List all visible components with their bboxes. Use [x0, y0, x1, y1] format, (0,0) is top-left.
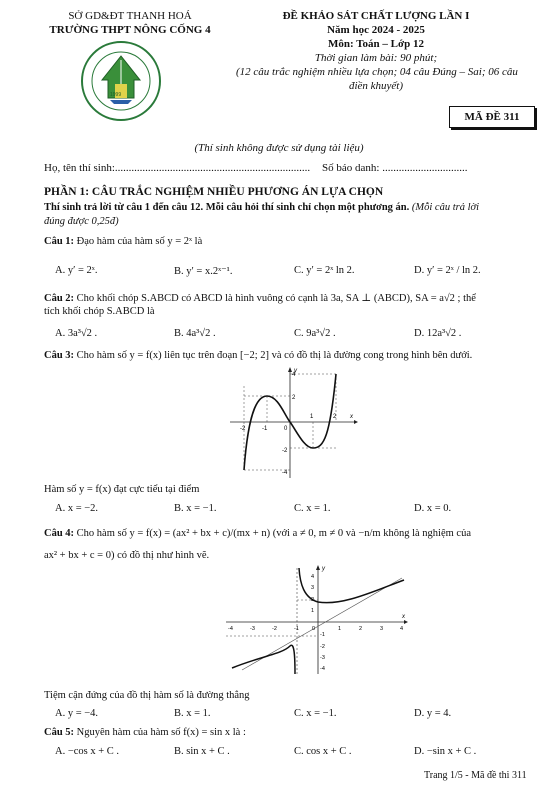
school-year: Năm học 2024 - 2025 [327, 24, 425, 36]
question-label: Câu 4: [44, 528, 75, 539]
x-tick: -2 [272, 626, 277, 632]
y-tick: 1 [311, 608, 315, 614]
question-text: Cho hàm số y = f(x) = (ax² + bx + c)/(mx + n) (với a ≠ 0, m ≠ 0 và −n/m không là nghiệm của [76, 528, 471, 539]
question-4-option-a[interactable]: A. y = −4. [55, 708, 99, 719]
question-1-option-a[interactable]: A. y′ = 2ˣ. [55, 265, 98, 276]
x-tick: 0 [312, 626, 316, 632]
x-tick: 2 [333, 414, 337, 420]
y-tick: 4 [311, 574, 315, 580]
part1-title: PHẦN 1: CÂU TRẮC NGHIỆM NHIỀU PHƯƠNG ÁN LỰA CHỌN [44, 186, 384, 198]
question-4-text-line-2: ax² + bx + c = 0) có đồ thị như hình vẽ. [44, 550, 210, 561]
subject: Môn: Toán – Lớp 12 [328, 38, 424, 50]
question-label: Câu 1: [44, 236, 75, 247]
x-axis-label: x [350, 414, 353, 420]
x-tick: 0 [284, 426, 288, 432]
question-3-prompt: Hàm số y = f(x) đạt cực tiểu tại điểm [44, 484, 200, 495]
y-tick: -4 [282, 470, 288, 476]
y-tick: 2 [292, 395, 296, 401]
exam-structure-line-2: điền khuyết) [348, 80, 404, 92]
question-3-option-b[interactable]: B. x = −1. [174, 503, 217, 514]
x-tick: 1 [310, 414, 314, 420]
question-label: Câu 5: [44, 727, 75, 738]
x-tick: 2 [359, 626, 363, 632]
x-tick: -1 [262, 426, 268, 432]
x-tick: 4 [400, 626, 404, 632]
exam-title: ĐỀ KHẢO SÁT CHẤT LƯỢNG LẦN I [282, 10, 470, 22]
question-2-text-line-2: tích khối chóp S.ABCD là [44, 306, 155, 317]
question-1 [44, 236, 202, 247]
exam-time: Thời gian làm bài: 90 phút; [314, 52, 438, 64]
question-3-option-a[interactable]: A. x = −2. [55, 503, 99, 514]
notice: (Thí sinh không được sử dụng tài liệu) [194, 142, 364, 154]
y-tick: 4 [292, 372, 296, 378]
question-4-prompt: Tiệm cận đứng của đồ thị hàm số là đường thẳng [44, 690, 250, 701]
department-name: SỞ GD&ĐT THANH HOÁ [68, 10, 192, 22]
question-text: Đạo hàm của hàm số y = 2ˣ là [76, 236, 203, 247]
question-4-option-c[interactable]: C. x = −1. [294, 708, 337, 719]
question-text: Cho hàm số y = f(x) liên tục trên đoạn [−2; 2] và có đồ thị là đường cong trong hình bên dưới. [76, 350, 473, 361]
question-2-option-a[interactable]: A. 3a³√2 . [55, 328, 98, 339]
question-2-option-b[interactable]: B. 4a³√2 . [174, 328, 216, 339]
question-3-option-d[interactable]: D. x = 0. [414, 503, 452, 514]
y-tick: -4 [320, 666, 325, 672]
page-footer: Trang 1/5 - Mã đề thi 311 [424, 770, 527, 781]
school-name: TRƯỜNG THPT NÔNG CỐNG 4 [49, 24, 211, 36]
logo-year: 1999 [110, 92, 122, 98]
question-4-option-d[interactable]: D. y = 4. [414, 708, 452, 719]
question-text: Nguyên hàm của hàm số f(x) = sin x là : [76, 727, 246, 738]
question-text: Cho khối chóp S.ABCD có ABCD là hình vuông có cạnh là 3a, SA ⊥ (ABCD), SA = a√2 ; thể [76, 293, 476, 304]
part1-instruction-bold: Thí sinh trả lời từ câu 1 đến câu 12. Mỗi câu hỏi thí sinh chỉ chọn một phương án. [44, 202, 410, 213]
question-5 [44, 727, 246, 738]
upper-branch [299, 568, 404, 603]
y-tick: -2 [320, 644, 325, 650]
question-label: Câu 2: [44, 293, 75, 304]
question-2 [44, 292, 476, 304]
lower-branch [232, 645, 295, 674]
x-tick: -4 [228, 626, 233, 632]
question-1-option-b[interactable]: B. y′ = x.2ˣ⁻¹. [174, 266, 233, 277]
y-tick: 3 [311, 585, 315, 591]
question-5-option-b[interactable]: B. sin x + C . [174, 746, 230, 757]
question-5-option-a[interactable]: A. −cos x + C . [55, 746, 120, 757]
question-1-option-d[interactable]: D. y′ = 2ˣ / ln 2. [414, 265, 481, 276]
question-4 [44, 528, 471, 539]
x-axis-label: x [402, 614, 405, 620]
question-5-option-c[interactable]: C. cos x + C . [294, 746, 352, 757]
part1-instruction-italic: (Mỗi câu trả lời [411, 202, 480, 213]
y-axis-label: y [322, 566, 325, 572]
question-2-option-c[interactable]: C. 9a³√2 . [294, 328, 336, 339]
question-label: Câu 3: [44, 350, 75, 361]
part1-instruction [44, 202, 479, 213]
y-tick: -2 [282, 448, 288, 454]
graph-question-4 [222, 564, 410, 676]
school-logo [80, 40, 162, 122]
student-name-line: Họ, tên thí sinh:....................................................................... [44, 162, 311, 174]
exam-code-box: MÃ ĐỀ 311 [449, 106, 535, 128]
question-4-option-b[interactable]: B. x = 1. [174, 708, 211, 719]
y-tick: -1 [320, 632, 325, 638]
y-axis-label: y [294, 368, 297, 374]
exam-structure-line-1: (12 câu trắc nghiệm nhiều lựa chọn; 04 câu Đúng – Sai; 06 câu [236, 66, 518, 78]
question-2-option-d[interactable]: D. 12a³√2 . [414, 328, 462, 339]
y-tick: 2 [311, 597, 315, 603]
x-tick: -1 [294, 626, 299, 632]
x-tick: -2 [240, 426, 246, 432]
x-tick: 1 [338, 626, 342, 632]
part1-instruction-italic-2: đúng được 0,25đ) [44, 216, 119, 227]
question-3 [44, 350, 472, 361]
x-tick: 3 [380, 626, 384, 632]
y-tick: -3 [320, 655, 325, 661]
question-5-option-d[interactable]: D. −sin x + C . [414, 746, 477, 757]
question-3-option-c[interactable]: C. x = 1. [294, 503, 331, 514]
x-tick: -3 [250, 626, 255, 632]
question-1-option-c[interactable]: C. y′ = 2ˣ ln 2. [294, 265, 355, 276]
student-id-line: Số báo danh: ............................... [322, 162, 468, 174]
graph-question-3 [226, 366, 360, 482]
